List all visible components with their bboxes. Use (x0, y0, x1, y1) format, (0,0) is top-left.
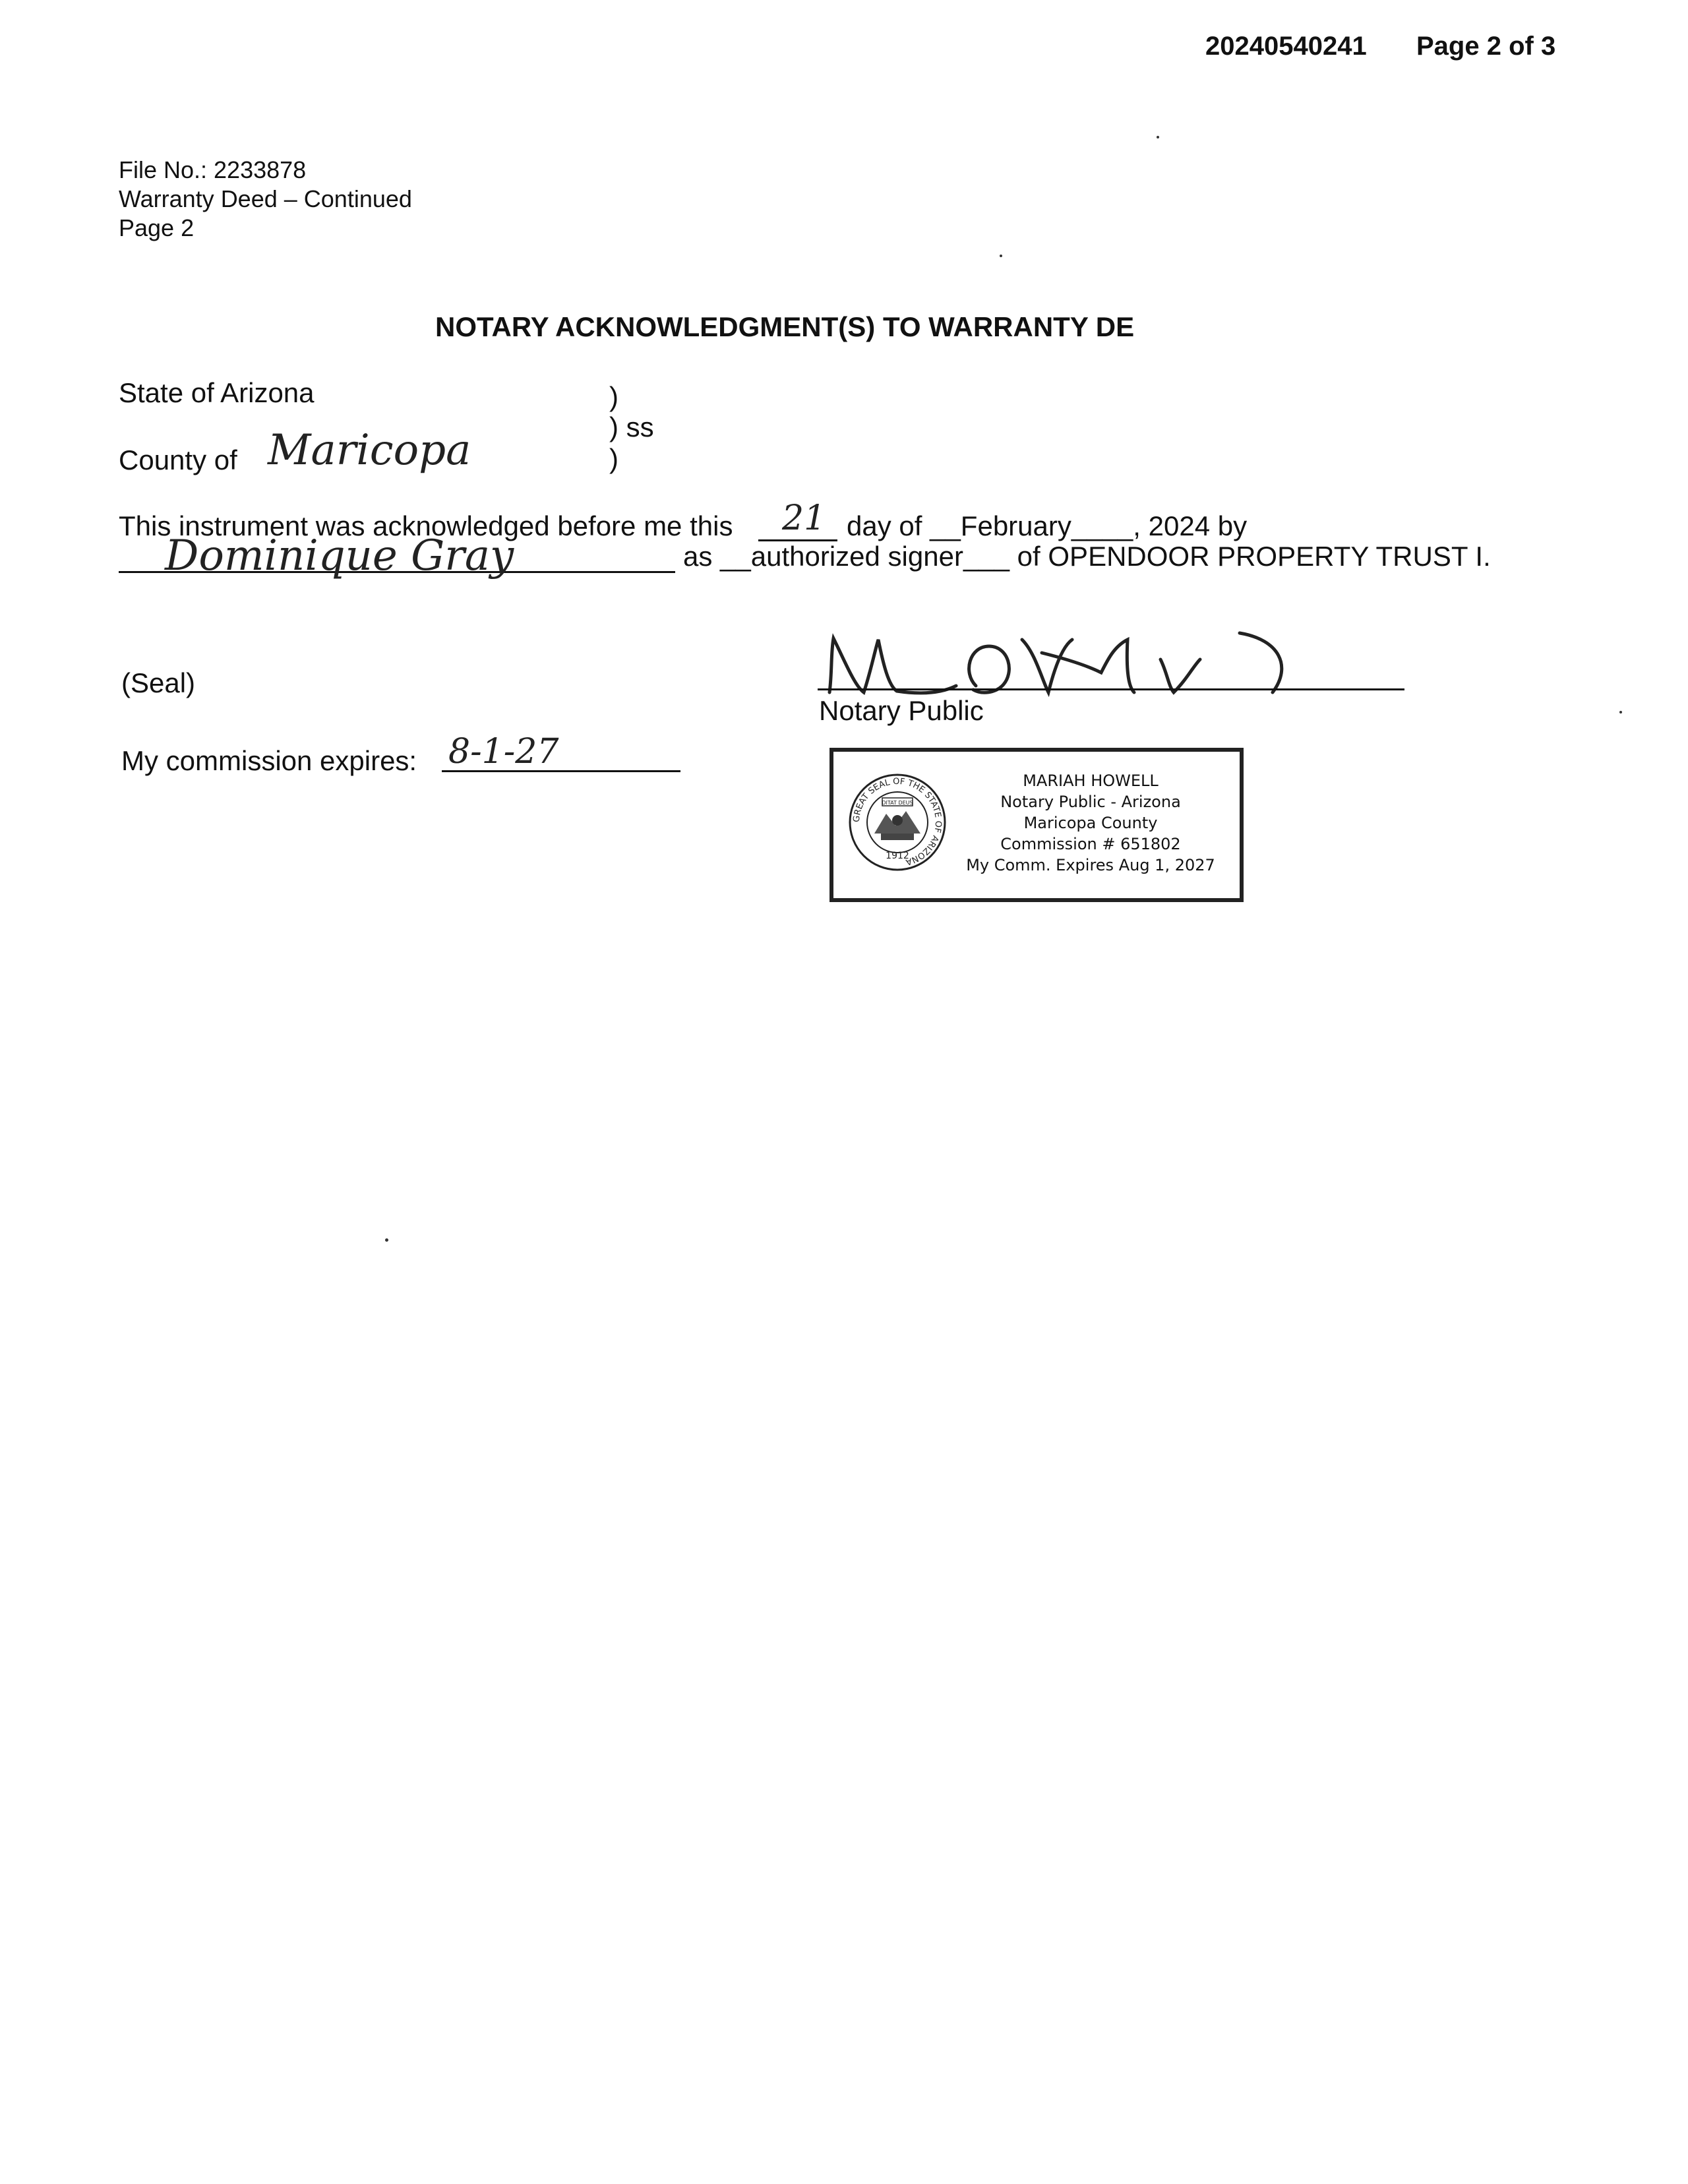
day-handwritten: 21 (782, 499, 826, 538)
scan-speck (1619, 711, 1622, 713)
page-number: Page 2 (119, 214, 195, 241)
commission-handwritten: 8-1-27 (448, 732, 559, 772)
file-info (119, 156, 412, 243)
venue-paren-3: ) (609, 443, 618, 474)
state-line: State of Arizona (119, 377, 315, 408)
seal-ring-text: GREAT SEAL OF THE STATE OF ARIZONA (851, 776, 944, 867)
doc-title: Warranty Deed – Continued (119, 185, 412, 212)
ack-text-3: as __authorized signer___ of OPENDOOR PROPERTY TRUST I. (683, 541, 1491, 572)
venue-paren-ss: ) ss (609, 411, 654, 442)
stamp-notary-name: MARIAH HOWELL (1023, 772, 1159, 790)
page-title: NOTARY ACKNOWLEDGMENT(S) TO WARRANTY DE (435, 311, 1135, 342)
ack-text-2: day of __February____, 2024 by (847, 510, 1248, 541)
scan-speck (1157, 136, 1159, 138)
stamp-commission-number: Commission # 651802 (1000, 835, 1181, 853)
seal-motto: DITAT DEUS (882, 800, 913, 806)
file-number: File No.: 2233878 (119, 156, 307, 183)
state-seal-icon (848, 773, 947, 872)
notary-stamp (829, 748, 1244, 902)
county-label: County of (119, 444, 237, 475)
stamp-county: Maricopa County (1023, 814, 1158, 832)
seal-year: 1912 (886, 851, 909, 861)
signer-handwritten: Dominique Gray (165, 531, 514, 580)
ack-text-1: This instrument was acknowledged before me this (119, 510, 733, 541)
commission-label: My commission expires: (121, 745, 417, 776)
stamp-notary-title: Notary Public - Arizona (1000, 793, 1181, 811)
stamp-expiration: My Comm. Expires Aug 1, 2027 (966, 856, 1215, 874)
seal-label: (Seal) (121, 667, 196, 698)
page-indicator: Page 2 of 3 (1416, 32, 1556, 61)
notary-public-label: Notary Public (819, 695, 984, 726)
scan-speck (385, 1238, 388, 1242)
scan-speck (1000, 255, 1002, 257)
notary-signature-line (818, 688, 1404, 690)
document-number: 20240540241 (1205, 32, 1367, 61)
county-handwritten: Maricopa (268, 426, 471, 475)
venue-paren-1: ) (609, 381, 618, 412)
